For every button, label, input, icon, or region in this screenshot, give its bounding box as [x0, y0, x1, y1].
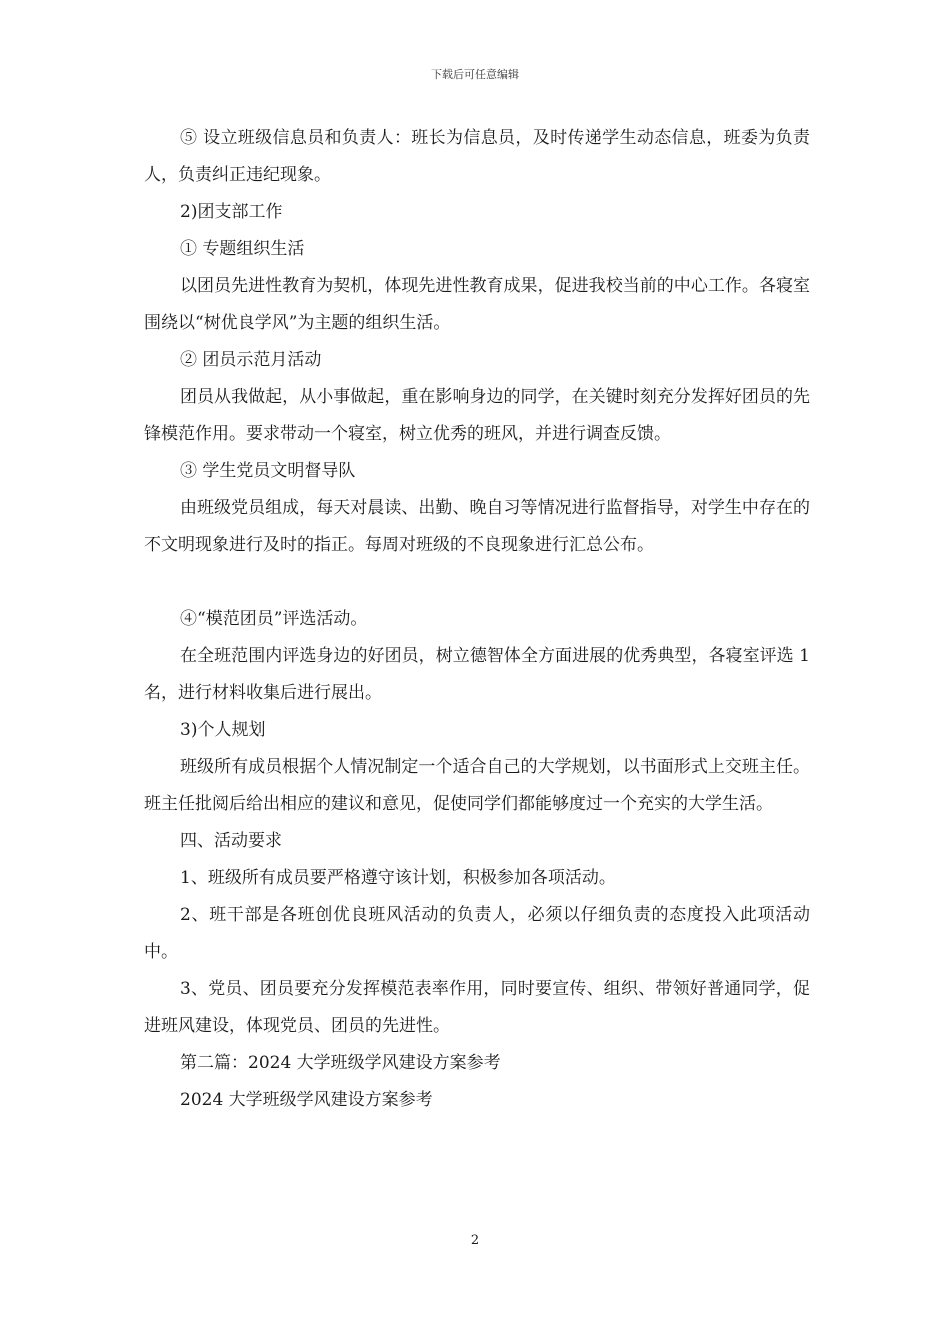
paragraph: 2)团支部工作: [180, 202, 283, 222]
paragraph: ① 专题组织生活: [180, 239, 305, 259]
paragraph: 2、班干部是各班创优良班风活动的负责人，必须以仔细负责的态度投入此项活动中。: [144, 905, 810, 962]
paragraph: 2024 大学班级学风建设方案参考: [180, 1090, 433, 1110]
paragraph: 由班级党员组成，每天对晨读、出勤、晚自习等情况进行监督指导，对学生中存在的不文明现象进行及时的指正。每周对班级的不良现象进行汇总公布。: [144, 498, 810, 555]
paragraph: 以团员先进性教育为契机，体现先进性教育成果，促进我校当前的中心工作。各寝室围绕以“树优良学风”为主题的组织生活。: [144, 276, 810, 333]
paragraph: 3、党员、团员要充分发挥模范表率作用，同时要宣传、组织、带领好普通同学，促进班风建设，体现党员、团员的先进性。: [144, 979, 810, 1036]
paragraph: 团员从我做起，从小事做起，重在影响身边的同学，在关键时刻充分发挥好团员的先锋模范作用。要求带动一个寝室，树立优秀的班风，并进行调查反馈。: [144, 387, 810, 444]
paragraph: ④“模范团员”评选活动。: [180, 609, 368, 629]
paragraph: 班级所有成员根据个人情况制定一个适合自己的大学规划，以书面形式上交班主任。班主任批阅后给出相应的建议和意见，促使同学们都能够度过一个充实的大学生活。: [144, 757, 810, 814]
page-number: 2: [470, 1233, 480, 1248]
paragraph: 1、班级所有成员要严格遵守该计划，积极参加各项活动。: [180, 868, 616, 888]
paragraph: 3)个人规划: [180, 720, 266, 740]
paragraph: 四、活动要求: [180, 831, 282, 851]
paragraph: ③ 学生党员文明督导队: [180, 461, 356, 481]
paragraph: 在全班范围内评选身边的好团员，树立德智体全方面进展的优秀典型，各寝室评选 1 名，进行材料收集后进行展出。: [144, 646, 810, 703]
paragraph: ② 团员示范月活动: [180, 350, 322, 370]
document-body: [144, 120, 810, 1119]
page-header: 下载后可任意编辑: [431, 68, 519, 81]
paragraph: 第二篇：2024 大学班级学风建设方案参考: [180, 1053, 501, 1073]
paragraph: ⑤ 设立班级信息员和负责人：班长为信息员，及时传递学生动态信息，班委为负责人，负责纠正违纪现象。: [144, 128, 810, 185]
